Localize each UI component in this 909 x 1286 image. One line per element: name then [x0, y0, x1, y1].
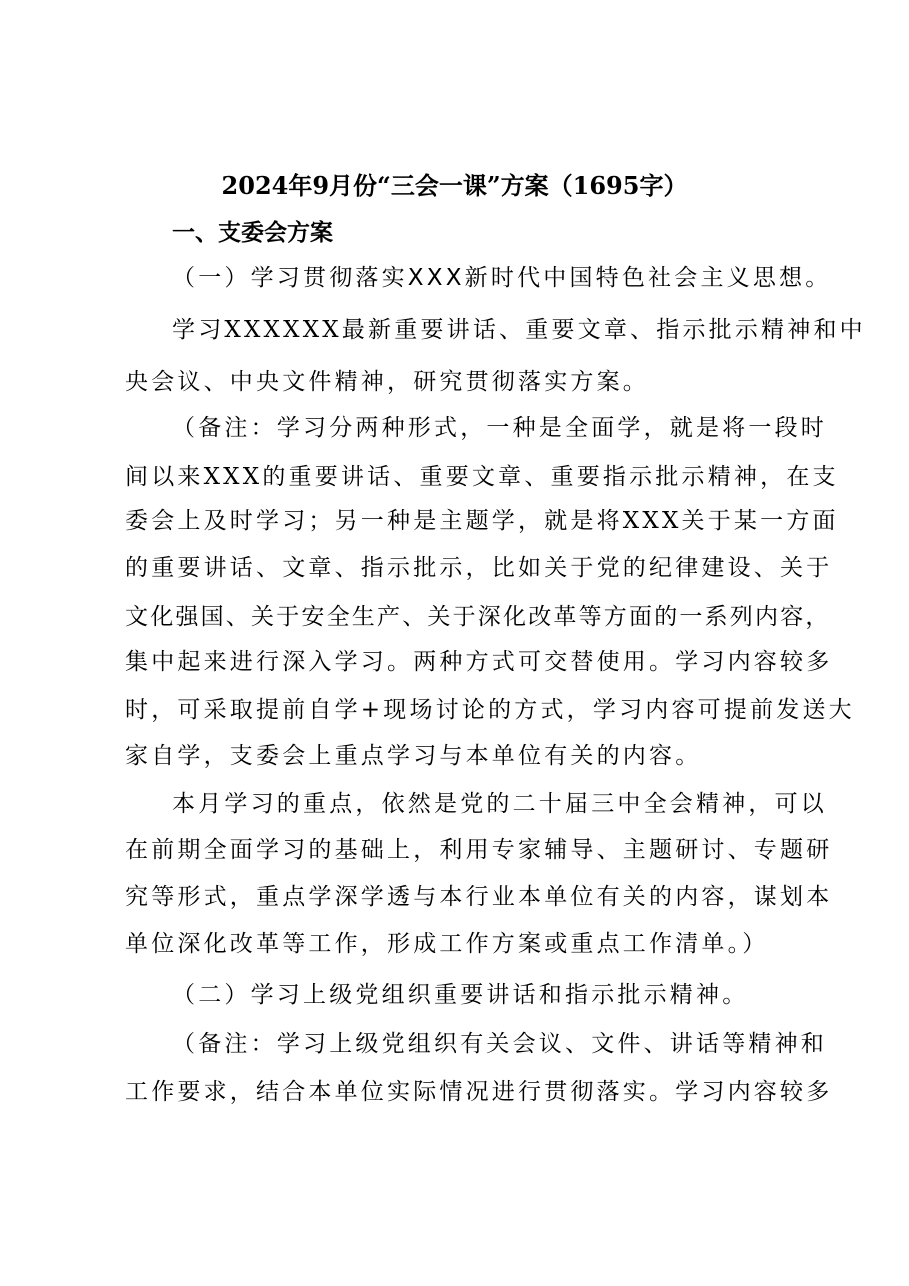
note-1-line-2: 间以来XXX的重要讲话、重要文章、重要指示批示精神，在支 — [125, 464, 839, 490]
paragraph-1-line-2: 央会议、中央文件精神，研究贯彻落实方案。 — [125, 369, 649, 395]
paragraph-1-line-1: 学习XXXXXX最新重要讲话、重要文章、指示批示精神和中 — [172, 317, 866, 343]
note-2-line-1: （备注：学习上级党组织有关会议、文件、讲话等精神和 — [172, 1031, 827, 1057]
note-1-line-4: 的重要讲话、文章、指示批示，比如关于党的纪律建设、关于 — [125, 555, 833, 581]
note-2-line-2: 工作要求，结合本单位实际情况进行贯彻落实。学习内容较多 — [125, 1079, 833, 1105]
paragraph-2-line-1: 本月学习的重点，依然是党的二十届三中全会精神，可以 — [172, 791, 827, 817]
note-1-line-8: 家自学，支委会上重点学习与本单位有关的内容。 — [125, 743, 702, 769]
section-heading-branch-committee: 一、支委会方案 — [172, 220, 333, 246]
note-1-line-1: （备注：学习分两种形式，一种是全面学，就是将一段时 — [172, 415, 827, 441]
note-1-line-7: 时，可采取提前自学+现场讨论的方式，学习内容可提前发送大 — [125, 697, 855, 723]
paragraph-2-line-4: 单位深化改革等工作，形成工作方案或重点工作清单。） — [125, 931, 769, 957]
note-1-line-3: 委会上及时学习；另一种是主题学，就是将XXX关于某一方面 — [125, 508, 839, 534]
note-1-line-6: 集中起来进行深入学习。两种方式可交替使用。学习内容较多 — [125, 649, 833, 675]
paragraph-2-line-2: 在前期全面学习的基础上，利用专家辅导、主题研讨、专题研 — [125, 837, 833, 863]
paragraph-2-line-3: 究等形式，重点学深学透与本行业本单位有关的内容，谋划本 — [125, 884, 833, 910]
subheading-1: （一）学习贯彻落实XXX新时代中国特色社会主义思想。 — [172, 265, 832, 291]
document-title: 2024年9月份“三会一课”方案（1695字） — [221, 171, 688, 200]
subheading-2: （二）学习上级党组织重要讲话和指示批示精神。 — [172, 982, 749, 1008]
note-1-line-5: 文化强国、关于安全生产、关于深化改革等方面的一系列内容， — [125, 604, 831, 630]
